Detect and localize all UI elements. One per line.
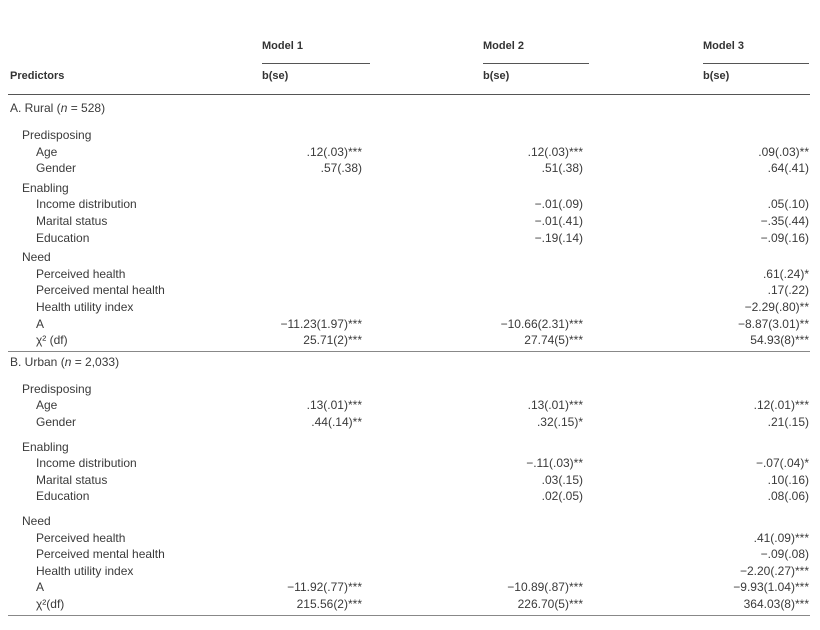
predictor-label: Income distribution bbox=[36, 456, 137, 471]
predictor-label: Education bbox=[36, 489, 90, 504]
model-3-value: .61(.24)* bbox=[762, 266, 809, 281]
model-1-value: .57(.38) bbox=[320, 161, 362, 176]
model-3-value: −.09(.16) bbox=[760, 230, 809, 245]
model-3-value: .21(.15) bbox=[767, 415, 809, 429]
predictor-label: Income distribution bbox=[36, 197, 137, 212]
model-2-underline bbox=[483, 63, 589, 64]
section-title bbox=[10, 101, 105, 115]
group-label: Enabling bbox=[22, 439, 69, 454]
predictor-label: Marital status bbox=[36, 214, 108, 228]
model-3-value: −2.20(.27)*** bbox=[739, 563, 809, 578]
group-label: Enabling bbox=[22, 180, 69, 195]
predictor-label: Age bbox=[36, 144, 58, 159]
section-title-n: n bbox=[60, 101, 68, 115]
model-2-value: .51(.38) bbox=[541, 161, 583, 176]
group-label: Need bbox=[22, 514, 51, 528]
model-1-value: .12(.03)*** bbox=[306, 144, 362, 159]
model-2-value: −.11(.03)** bbox=[526, 456, 583, 471]
model-3-value: .05(.10) bbox=[767, 197, 809, 212]
model-2-value: −10.66(2.31)*** bbox=[500, 316, 583, 331]
predictor-label: A bbox=[36, 316, 45, 331]
predictor-label: Gender bbox=[36, 415, 77, 429]
model-3-value: 54.93(8)*** bbox=[750, 333, 809, 348]
model-3-value: .17(.22) bbox=[767, 283, 809, 298]
model-3-underline bbox=[703, 63, 809, 64]
group-label: Predisposing bbox=[22, 381, 92, 396]
model-3-value: −.07(.04)* bbox=[755, 456, 809, 471]
model-2-value: .02(.05) bbox=[541, 489, 583, 504]
model-1-value: .13(.01)*** bbox=[306, 398, 362, 413]
section-bottom-rule bbox=[8, 351, 810, 352]
model-2-value: 226.70(5)*** bbox=[517, 597, 583, 611]
section-title-suffix: = 528) bbox=[67, 101, 106, 115]
model-1-value: 215.56(2)*** bbox=[296, 597, 362, 611]
model-2-value: .32(.15)* bbox=[536, 415, 583, 429]
section-title-prefix: A. Rural ( bbox=[10, 101, 61, 115]
predictor-label: Education bbox=[36, 230, 90, 245]
model-3-value: −.35(.44) bbox=[760, 214, 809, 228]
model-2-value: .13(.01)*** bbox=[527, 398, 583, 413]
header-coef-1: b(se) bbox=[262, 70, 289, 82]
predictor-label: Perceived mental health bbox=[36, 283, 165, 298]
section-title-n: n bbox=[64, 354, 72, 369]
predictor-label: Perceived health bbox=[36, 530, 126, 545]
predictor-label: Age bbox=[36, 398, 58, 413]
predictor-label: Perceived health bbox=[36, 266, 126, 281]
model-3-value: .64(.41) bbox=[767, 161, 809, 176]
predictor-label: Gender bbox=[36, 161, 77, 176]
model-3-value: .10(.16) bbox=[767, 472, 809, 487]
model-2-value: .12(.03)*** bbox=[527, 144, 583, 159]
predictor-label: Marital status bbox=[36, 472, 108, 487]
model-2-value: .03(.15) bbox=[541, 472, 583, 487]
header-coef-3: b(se) bbox=[703, 70, 730, 82]
model-2-value: −.19(.14) bbox=[534, 230, 583, 245]
model-3-value: −9.93(1.04)*** bbox=[733, 580, 809, 595]
model-1-value: −11.23(1.97)*** bbox=[280, 316, 362, 331]
model-3-value: −.09(.08) bbox=[760, 547, 809, 562]
predictor-label: A bbox=[36, 580, 45, 595]
predictor-label: χ²(df) bbox=[36, 597, 65, 611]
model-1-value: −11.92(.77)*** bbox=[287, 580, 362, 595]
model-2-value: −.01(.41) bbox=[534, 214, 583, 228]
header-coef-2: b(se) bbox=[483, 70, 510, 82]
section-title-suffix: = 2,033) bbox=[71, 354, 120, 369]
section-bottom-rule bbox=[8, 615, 810, 616]
model-3-value: −2.29(.80)** bbox=[744, 300, 809, 314]
model-1-value: 25.71(2)*** bbox=[303, 333, 362, 348]
predictor-label: Perceived mental health bbox=[36, 547, 165, 562]
model-3-value: 364.03(8)*** bbox=[743, 597, 809, 611]
header-model-1: Model 1 bbox=[262, 40, 303, 52]
model-2-value: −10.89(.87)*** bbox=[507, 580, 583, 595]
section-title-prefix: B. Urban ( bbox=[10, 354, 65, 369]
header-predictors: Predictors bbox=[10, 70, 65, 82]
section-title bbox=[10, 355, 119, 369]
predictor-label: χ² (df) bbox=[36, 333, 68, 348]
predictor-label: Health utility index bbox=[36, 563, 134, 578]
model-2-value: 27.74(5)*** bbox=[524, 333, 583, 348]
model-1-value: .44(.14)** bbox=[311, 415, 362, 429]
model-3-value: .08(.06) bbox=[767, 489, 809, 504]
group-label: Predisposing bbox=[22, 128, 92, 142]
model-3-value: −8.87(3.01)** bbox=[737, 316, 809, 331]
group-label: Need bbox=[22, 250, 51, 265]
model-3-value: .12(.01)*** bbox=[753, 398, 809, 413]
predictor-label: Health utility index bbox=[36, 300, 134, 314]
model-2-value: −.01(.09) bbox=[534, 197, 583, 212]
model-1-underline bbox=[262, 63, 370, 64]
model-3-value: .41(.09)*** bbox=[753, 530, 809, 545]
header-model-2: Model 2 bbox=[483, 40, 524, 52]
header-model-3: Model 3 bbox=[703, 40, 744, 52]
header-bottom-rule bbox=[8, 94, 810, 95]
model-3-value: .09(.03)** bbox=[758, 144, 809, 159]
